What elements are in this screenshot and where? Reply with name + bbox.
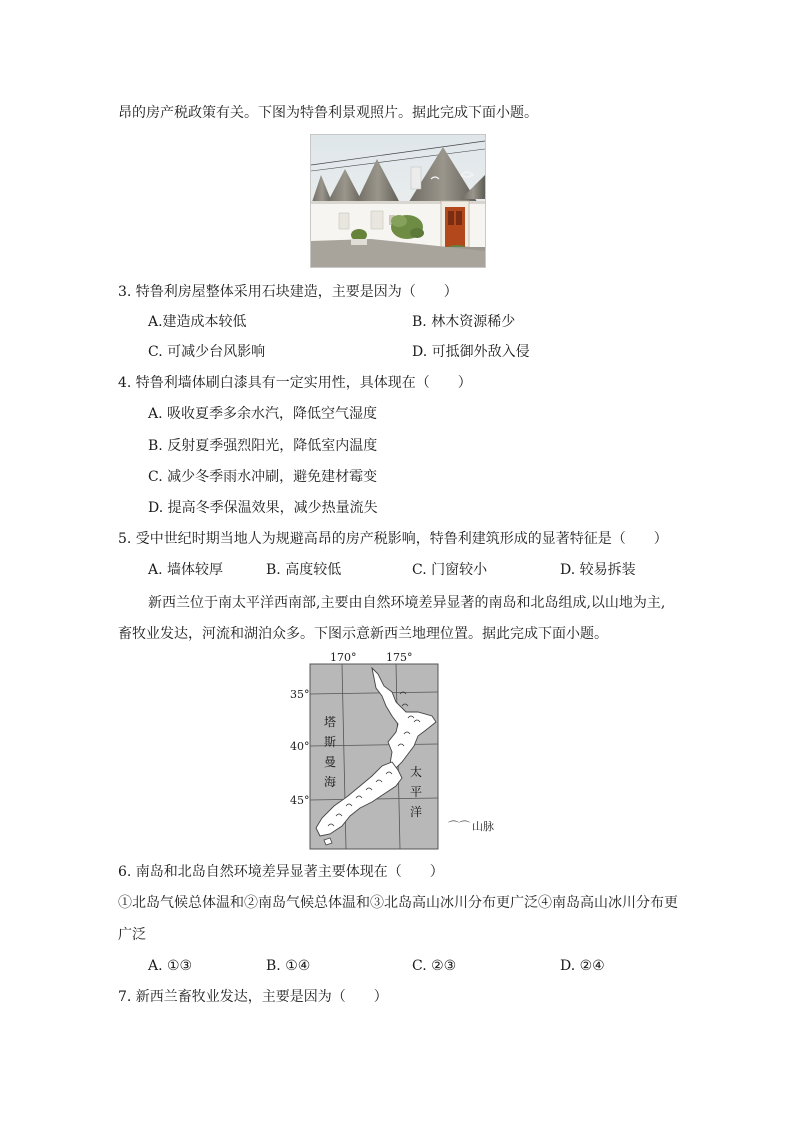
q6-items-line-1: ①北岛气候总体温和②南岛气候总体温和③北岛高山冰川分布更广泛④南岛高山冰川分布更 bbox=[118, 895, 678, 911]
q4-option-b: B. 反射夏季强烈阳光，降低室内温度 bbox=[148, 438, 378, 454]
q4-stem: 4. 特鲁利墙体刷白漆具有一定实用性，具体现在（ ） bbox=[118, 375, 472, 391]
mountain-legend-label: 山脉 bbox=[472, 820, 494, 833]
q5-option-a: A. 墙体较厚 bbox=[148, 562, 224, 578]
pacific-ocean-char-3: 洋 bbox=[410, 805, 423, 819]
q7-stem: 7. 新西兰畜牧业发达，主要是因为（ ） bbox=[118, 989, 388, 1005]
tasman-sea-char-2: 斯 bbox=[324, 735, 337, 749]
q5-option-c: C. 门窗较小 bbox=[412, 562, 488, 578]
q5-option-d: D. 较易拆装 bbox=[560, 562, 636, 578]
q5-option-b: B. 高度较低 bbox=[266, 562, 342, 578]
lon-170-label: 170° bbox=[330, 651, 357, 664]
q6-option-c: C. ②③ bbox=[412, 958, 457, 974]
q3-option-a: A.建造成本较低 bbox=[148, 314, 247, 330]
q4-option-d: D. 提高冬季保温效果，减少热量流失 bbox=[148, 500, 378, 516]
q4-option-c: C. 减少冬季雨水冲刷，避免建材霉变 bbox=[148, 469, 378, 485]
intro-line: 昂的房产税政策有关。下图为特鲁利景观照片。据此完成下面小题。 bbox=[118, 105, 538, 121]
lat-45-label: 45° bbox=[290, 794, 310, 807]
tasman-sea-char-1: 塔 bbox=[324, 715, 337, 729]
q5-stem: 5. 受中世纪时期当地人为规避高昂的房产税影响，特鲁利建筑形成的显著特征是（ ） bbox=[118, 531, 668, 547]
lon-175-label: 175° bbox=[386, 651, 413, 664]
pacific-ocean-char-2: 平 bbox=[410, 785, 423, 799]
pacific-ocean-char-1: 太 bbox=[410, 765, 423, 779]
tasman-sea-char-4: 海 bbox=[324, 775, 337, 789]
trulli-photo bbox=[310, 134, 486, 268]
q3-stem: 3. 特鲁利房屋整体采用石块建造，主要是因为（ ） bbox=[118, 284, 458, 300]
trulli-photo-drawing bbox=[311, 135, 485, 267]
q6-stem: 6. 南岛和北岛自然环境差异显著主要体现在（ ） bbox=[118, 864, 444, 880]
new-zealand-map bbox=[286, 650, 546, 855]
q6-option-b: B. ①④ bbox=[266, 958, 311, 974]
nz-intro-line-2: 畜牧业发达，河流和湖泊众多。下图示意新西兰地理位置。据此完成下面小题。 bbox=[118, 626, 608, 642]
q3-option-c: C. 可减少台风影响 bbox=[148, 344, 266, 360]
q3-option-d: D. 可抵御外敌入侵 bbox=[412, 344, 530, 360]
tasman-sea-char-3: 曼 bbox=[324, 755, 337, 769]
mountain-legend-icon: ⌒⌒ bbox=[448, 820, 470, 833]
q3-option-b: B. 林木资源稀少 bbox=[412, 314, 516, 330]
nz-intro-line-1: 新西兰位于南太平洋西南部,主要由自然环境差异显著的南岛和北岛组成,以山地为主, bbox=[148, 595, 666, 611]
q4-option-a: A. 吸收夏季多余水汽，降低空气湿度 bbox=[148, 406, 378, 422]
q6-items-line-2: 广泛 bbox=[118, 927, 146, 943]
q6-option-d: D. ②④ bbox=[560, 958, 605, 974]
q6-option-a: A. ①③ bbox=[148, 958, 193, 974]
new-zealand-map-drawing bbox=[286, 650, 546, 855]
lat-40-label: 40° bbox=[290, 740, 310, 753]
lat-35-label: 35° bbox=[290, 688, 310, 701]
